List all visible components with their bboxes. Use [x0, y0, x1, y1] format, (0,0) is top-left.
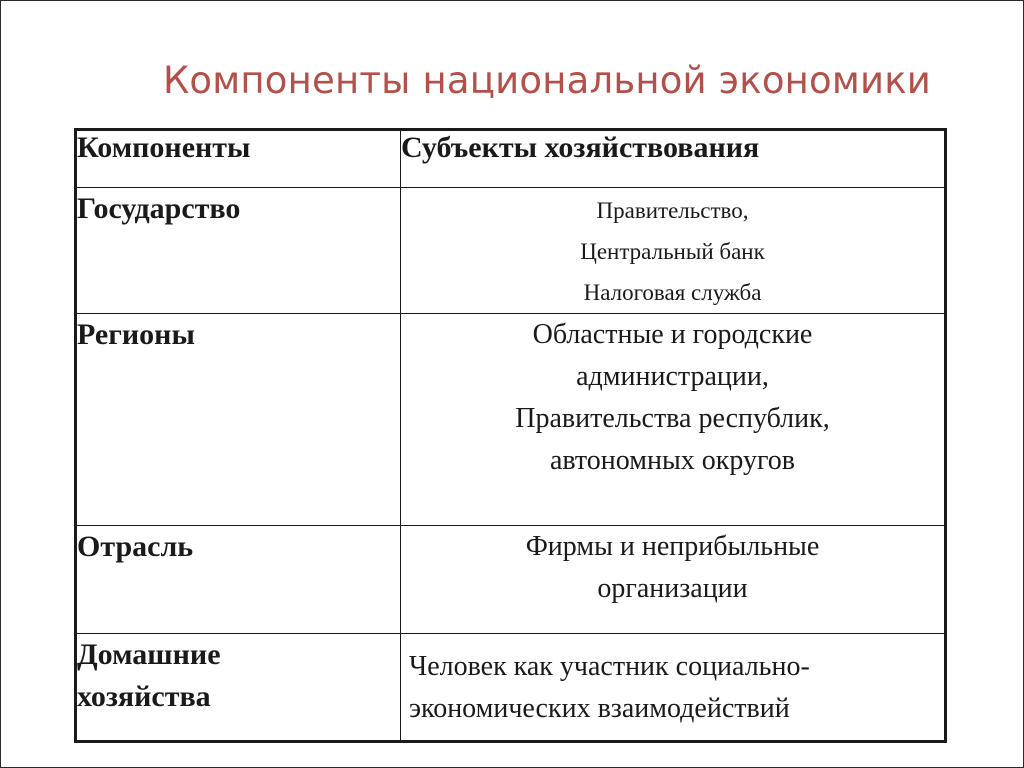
- subject-line: Правительство,: [596, 198, 749, 223]
- table-row: [76, 188, 946, 314]
- component-label: хозяйства: [77, 680, 211, 713]
- component-label: Домашние: [77, 638, 221, 671]
- components-table: [74, 128, 947, 743]
- component-label: Регионы: [77, 318, 195, 351]
- component-cell: [76, 188, 401, 314]
- component-label: Отрасль: [77, 530, 194, 563]
- subject-line: Фирмы и неприбыльные: [525, 531, 820, 562]
- header-subjects: Субъекты хозяйствования: [401, 130, 946, 188]
- subject-line: организации: [597, 573, 748, 604]
- subjects-cell: [401, 634, 946, 742]
- table-row: [76, 634, 946, 742]
- subject-line: Центральный банк: [580, 239, 765, 264]
- subject-line: автономных округов: [549, 445, 796, 476]
- table-header-row: [76, 130, 946, 188]
- table-row: [76, 526, 946, 634]
- subject-line: экономических взаимодействий: [409, 693, 790, 724]
- subject-line: Областные и городские: [532, 319, 813, 350]
- component-cell: [76, 634, 401, 742]
- subject-line: Человек как участник социально-: [409, 651, 810, 682]
- component-cell: [76, 314, 401, 526]
- subjects-cell: [401, 188, 946, 314]
- subject-line: администрации,: [576, 361, 769, 392]
- slide-title: Компоненты национальной экономики: [162, 59, 932, 102]
- subject-line: Налоговая служба: [583, 280, 762, 305]
- subjects-cell: [401, 314, 946, 526]
- table-row: [76, 314, 946, 526]
- component-cell: [76, 526, 401, 634]
- subject-line: Правительства республик,: [515, 403, 830, 434]
- header-components: Компоненты: [76, 130, 401, 188]
- component-label: Государство: [77, 192, 241, 225]
- subjects-cell: [401, 526, 946, 634]
